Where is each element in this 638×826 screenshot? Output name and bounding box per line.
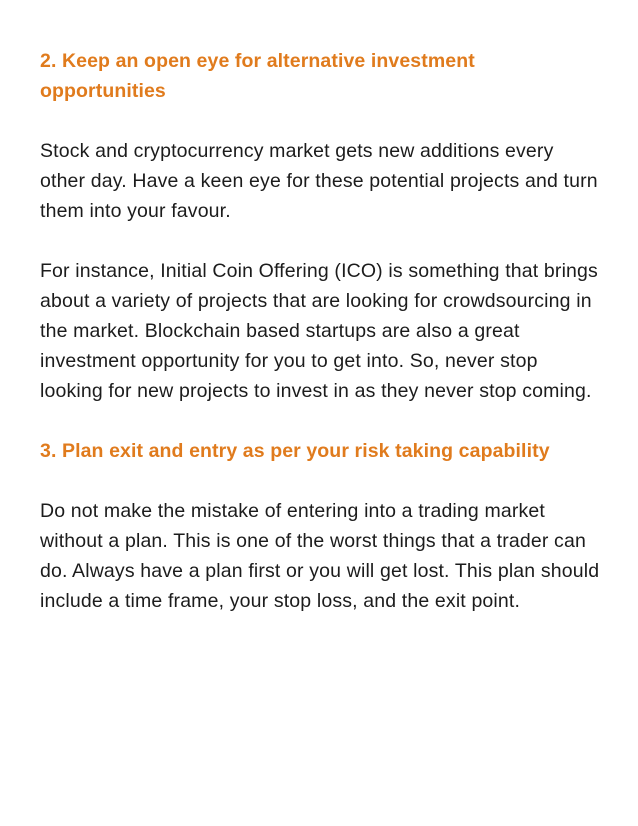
paragraph-trading-plan: Do not make the mistake of entering into a trading market without a plan. This is one of the worst things that a trader can do. Always have a plan first or you will get lost. This plan should include a time frame, your stop loss, and the exit point. <box>40 500 600 612</box>
document-content <box>40 46 600 616</box>
spacer <box>40 466 600 496</box>
spacer <box>40 406 600 436</box>
spacer <box>40 226 600 256</box>
spacer <box>40 106 600 136</box>
paragraph-ico-example: For instance, Initial Coin Offering (ICO) is something that brings about a variety of projects that are looking for crowdsourcing in the market. Blockchain based startups are also a great investment opportunity for you to get into. So, never stop looking for new projects to invest in as they never stop coming. <box>40 260 598 402</box>
paragraph-new-additions: Stock and cryptocurrency market gets new additions every other day. Have a keen eye for these potential projects and turn them into your favour. <box>40 140 598 222</box>
section-heading-alternative-investment: 2. Keep an open eye for alternative investment opportunities <box>40 50 475 102</box>
section-heading-plan-exit-entry: 3. Plan exit and entry as per your risk taking capability <box>40 440 550 462</box>
